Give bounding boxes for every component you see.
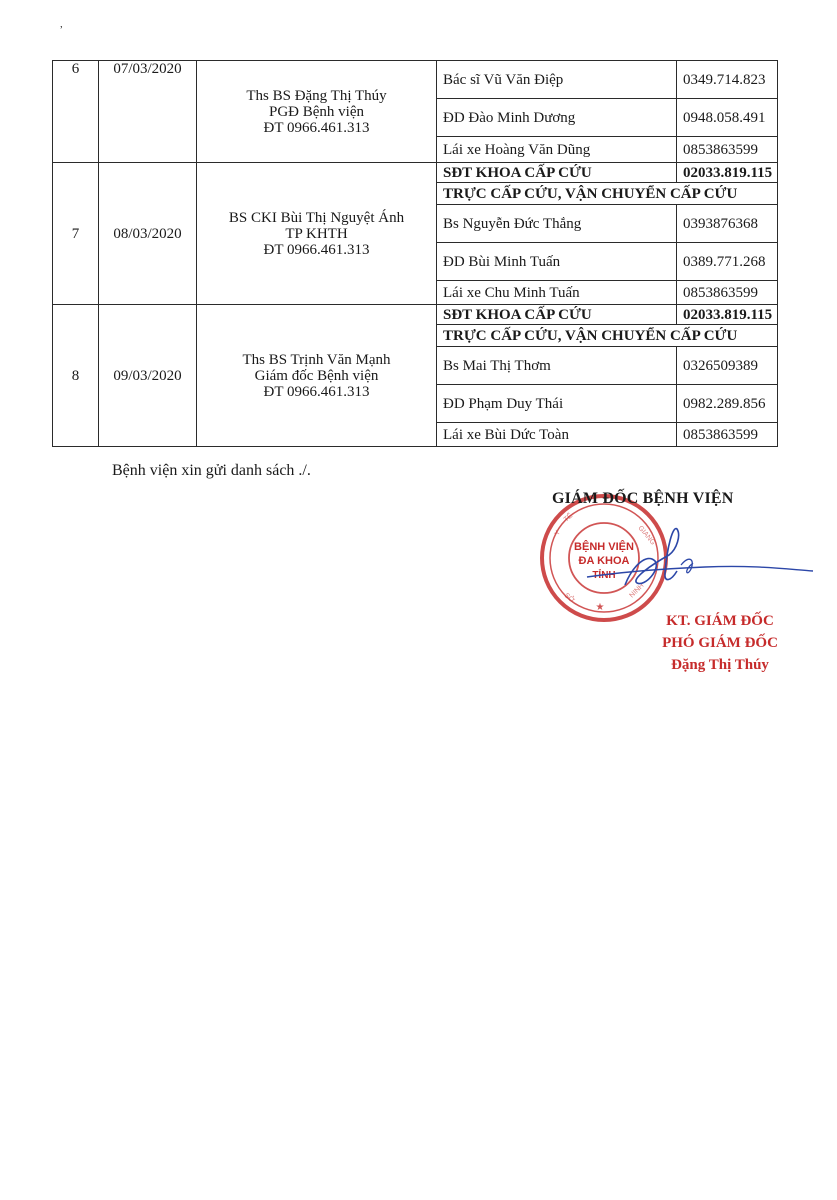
staff-phone: 0389.771.268 (677, 243, 778, 281)
staff-phone: 0853863599 (677, 423, 778, 447)
row-number: 7 (53, 163, 99, 305)
handwritten-signature-icon (585, 525, 815, 605)
table-row (53, 163, 778, 183)
leader-name: Ths BS Trịnh Văn Mạnh (242, 351, 391, 368)
svg-text:SỞ: SỞ (562, 592, 576, 605)
staff-phone: 0326509389 (677, 347, 778, 385)
staff-phone: 0853863599 (677, 137, 778, 163)
leader-cell (197, 61, 437, 163)
leader-phone: ĐT 0966.461.313 (263, 119, 370, 136)
leader-cell (197, 163, 437, 305)
staff-name: Bs Mai Thị Thơm (437, 347, 677, 385)
seal-text: BỆNH VIỆN (574, 541, 634, 553)
duty-date: 08/03/2020 (99, 163, 197, 305)
leader-name: Ths BS Đặng Thị Thúy (246, 87, 387, 104)
scan-speck: , (60, 18, 63, 30)
duty-date: 07/03/2020 (99, 61, 197, 163)
leader-position: TP KHTH (285, 225, 348, 242)
staff-name: Bác sĩ Vũ Văn Điệp (437, 61, 677, 99)
staff-phone: 0393876368 (677, 205, 778, 243)
signer-name: Đặng Thị Thúy (671, 657, 769, 673)
leader-name: BS CKI Bùi Thị Nguyệt Ánh (228, 209, 405, 226)
staff-name: Lái xe Bùi Dức Toàn (437, 423, 677, 447)
leader-position: Giám đốc Bệnh viện (254, 367, 379, 384)
duty-schedule-table (52, 60, 778, 447)
signature-title: GIÁM ĐỐC BỆNH VIỆN (552, 490, 734, 507)
leader-phone: ĐT 0966.461.313 (263, 383, 370, 400)
staff-name: ĐD Phạm Duy Thái (437, 385, 677, 423)
leader-position: PGĐ Bệnh viện (269, 103, 364, 120)
svg-text:GIANG: GIANG (636, 524, 657, 547)
svg-text:NINH: NINH (628, 582, 646, 600)
staff-name: Lái xe Hoàng Văn Dũng (437, 137, 677, 163)
emergency-dept-phone: 02033.819.115 (677, 163, 778, 183)
signer-role: KT. GIÁM ĐỐC (666, 613, 774, 629)
duty-section-label: TRỰC CẤP CỨU, VẬN CHUYỂN CẤP CỨU (437, 183, 778, 205)
duty-date: 09/03/2020 (99, 305, 197, 447)
seal-text: ĐA KHOA (578, 555, 630, 567)
svg-text:Y: Y (553, 529, 563, 537)
staff-name: ĐD Đào Minh Dương (437, 99, 677, 137)
svg-text:★: ★ (595, 602, 605, 613)
staff-phone: 0349.714.823 (677, 61, 778, 99)
seal-text: TỈNH (592, 570, 616, 581)
duty-section-label: TRỰC CẤP CỨU, VẬN CHUYỂN CẤP CỨU (437, 325, 778, 347)
row-number: 8 (53, 305, 99, 447)
staff-name: ĐD Bùi Minh Tuấn (437, 243, 677, 281)
staff-name: Lái xe Chu Minh Tuấn (437, 281, 677, 305)
row-number: 6 (53, 61, 99, 163)
emergency-dept-label: SĐT KHOA CẤP CỨU (437, 305, 677, 325)
staff-name: Bs Nguyễn Đức Thắng (437, 205, 677, 243)
staff-phone: 0982.289.856 (677, 385, 778, 423)
closing-line: Bệnh viện xin gửi danh sách ./. (112, 462, 311, 479)
staff-phone: 0948.058.491 (677, 99, 778, 137)
staff-phone: 0853863599 (677, 281, 778, 305)
emergency-dept-phone: 02033.819.115 (677, 305, 778, 325)
svg-text:TẾ: TẾ (562, 512, 575, 524)
signer-block (640, 610, 800, 676)
signer-role: PHÓ GIÁM ĐỐC (662, 635, 778, 651)
emergency-dept-label: SĐT KHOA CẤP CỨU (437, 163, 677, 183)
table-row (53, 305, 778, 325)
leader-phone: ĐT 0966.461.313 (263, 241, 370, 258)
table-row (53, 61, 778, 99)
leader-cell (197, 305, 437, 447)
